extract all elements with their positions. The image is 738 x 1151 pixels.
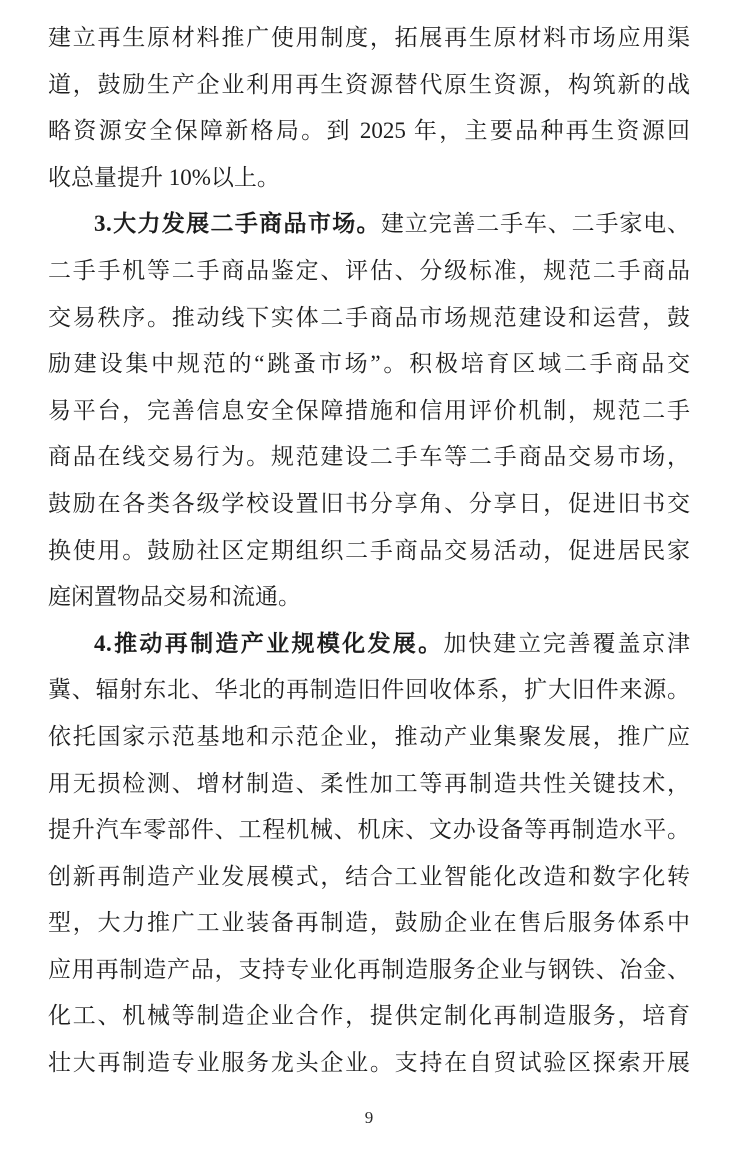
- line-text: 收总量提升 10%以上。: [48, 164, 280, 190]
- line-text: 励建设集中规范的“跳蚤市场”。积极培育区域二手商品交: [48, 351, 690, 377]
- body-line: [48, 528, 690, 575]
- line-text: 加快建立完善覆盖京津: [443, 630, 690, 656]
- body-line: [48, 15, 690, 62]
- page-number: 9: [364, 1107, 374, 1127]
- body-line: [48, 62, 690, 109]
- line-text: 建立完善二手车、二手家电、: [380, 211, 690, 237]
- line-text: 化工、机械等制造企业合作，提供定制化再制造服务，培育: [48, 1003, 690, 1029]
- body-line: [48, 854, 690, 901]
- paragraph-heading-bold: 3.大力发展二手商品市场。: [94, 211, 381, 237]
- line-text: 创新再制造产业发展模式，结合工业智能化改造和数字化转: [48, 863, 690, 889]
- line-text: 二手手机等二手商品鉴定、评估、分级标准，规范二手商品: [48, 257, 690, 283]
- body-line: [48, 900, 690, 947]
- body-line: [48, 993, 690, 1040]
- body-line: [48, 1040, 690, 1087]
- body-line: [48, 761, 690, 808]
- body-line-paragraph-end: [48, 574, 690, 621]
- body-line: [48, 388, 690, 435]
- line-text: 冀、辐射东北、华北的再制造旧件回收体系，扩大旧件来源。: [48, 677, 690, 703]
- body-line: [48, 108, 690, 155]
- line-text: 壮大再制造专业服务龙头企业。支持在自贸试验区探索开展: [48, 1050, 690, 1076]
- body-line: [48, 947, 690, 994]
- body-line: [48, 341, 690, 388]
- body-line: [48, 481, 690, 528]
- body-line: [48, 248, 690, 295]
- line-text: 交易秩序。推动线下实体二手商品市场规范建设和运营，鼓: [48, 304, 690, 330]
- line-text: 略资源安全保障新格局。到 2025 年，主要品种再生资源回: [48, 118, 690, 144]
- body-line: [48, 667, 690, 714]
- line-text: 商品在线交易行为。规范建设二手车等二手商品交易市场，: [48, 444, 690, 470]
- line-text: 庭闲置物品交易和流通。: [48, 584, 301, 610]
- body-line-paragraph-start: [48, 201, 690, 248]
- paragraph-heading-bold: 4.推动再制造产业规模化发展。: [94, 630, 444, 656]
- line-text: 换使用。鼓励社区定期组织二手商品交易活动，促进居民家: [48, 537, 690, 563]
- line-text: 应用再制造产品，支持专业化再制造服务企业与钢铁、冶金、: [48, 956, 690, 982]
- line-text: 易平台，完善信息安全保障措施和信用评价机制，规范二手: [48, 397, 690, 423]
- line-text: 建立再生原材料推广使用制度，拓展再生原材料市场应用渠: [48, 25, 690, 50]
- body-line: [48, 295, 690, 342]
- line-text: 鼓励在各类各级学校设置旧书分享角、分享日，促进旧书交: [48, 490, 690, 516]
- line-text: 用无损检测、增材制造、柔性加工等再制造共性关键技术，: [48, 770, 690, 796]
- body-line-paragraph-start: [48, 621, 690, 668]
- body-line: [48, 434, 690, 481]
- body-line: [48, 714, 690, 761]
- line-text: 道，鼓励生产企业利用再生资源替代原生资源，构筑新的战: [48, 71, 690, 97]
- line-text: 提升汽车零部件、工程机械、机床、文办设备等再制造水平。: [48, 817, 690, 843]
- body-line-paragraph-end: [48, 155, 690, 202]
- line-text: 型，大力推广工业装备再制造，鼓励企业在售后服务体系中: [48, 910, 690, 936]
- body-line: [48, 807, 690, 854]
- line-text: 依托国家示范基地和示范企业，推动产业集聚发展，推广应: [48, 723, 690, 749]
